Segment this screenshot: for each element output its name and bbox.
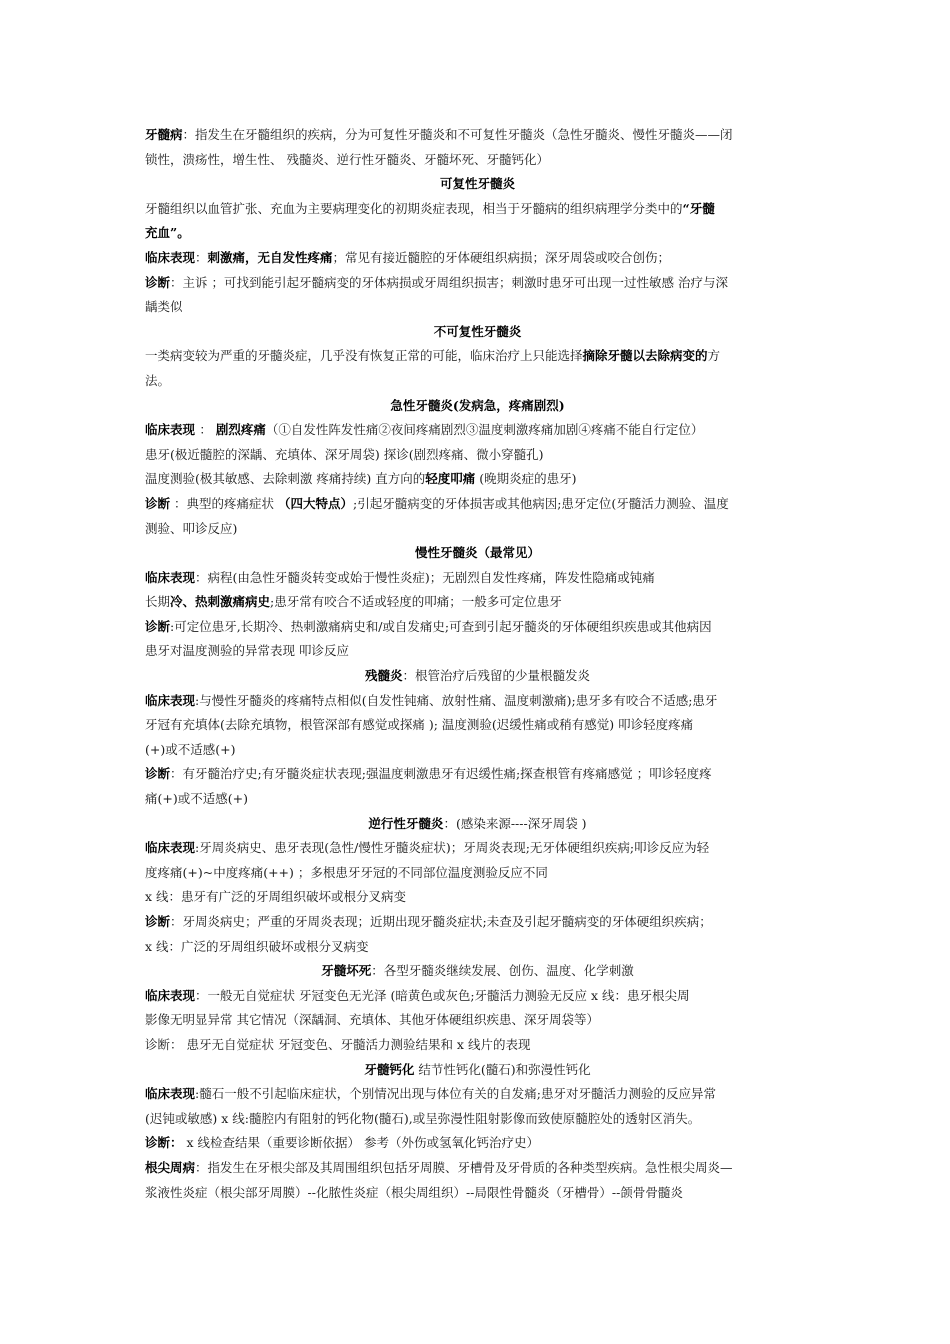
bold-text: 摘除牙髓以去除病变的 [582,348,708,364]
body-text: 度疼痛(+)~中度疼痛(++) ；多根患牙牙冠的不同部位温度测验反应不同 [145,864,548,880]
bold-text: 临床表现 [145,840,196,856]
text-line [145,344,810,369]
body-text: 温度测验(极其敏感、去除刺激 疼痛持续) 直方向的 [145,471,426,487]
text-line [145,1156,810,1181]
bold-text: 轻度叩痛 [425,471,476,487]
bold-text: 急性牙髓炎(发病急，疼痛剧烈) [390,397,565,413]
text-line [145,492,810,517]
text-line [145,1033,810,1058]
bold-text: 逆行性牙髓炎 [368,815,444,831]
section-heading [145,172,810,197]
body-text: 龋类似 [145,299,183,315]
bold-text: 可复性牙髓炎 [439,176,515,192]
section-heading [145,394,810,419]
body-text: 牙髓组织以血管扩张、充血为主要病理变化的初期炎症表现，相当于牙髓病的组织病理学分类中的 [145,200,683,216]
body-text: :与慢性牙髓炎的疼痛特点相似(自发性钝痛、放射性痛、温度刺激痛);患牙多有咬合不适感;患牙 [195,692,718,708]
text-line [145,517,810,542]
text-line [145,935,810,960]
bold-text: 临床表现 [145,569,196,585]
body-text: 一类病变较为严重的牙髓炎症，几乎没有恢复正常的可能，临床治疗上只能选择 [145,348,583,364]
body-text: （①自发性阵发性痛②夜间疼痛剧烈③温度刺激疼痛加剧④疼痛不能自行定位） [265,422,704,438]
body-text: 牙冠有充填体(去除充填物，根管深部有感觉或探痛 ); 温度测验(迟缓性痛或稍有感觉) 叩诊轻度疼痛 [145,717,694,733]
body-text: ：指发生在牙髓组织的疾病，分为可复性牙髓炎和不可复性牙髓炎（急性牙髓炎、慢性牙髓炎——闭 [182,127,733,142]
bold-text: 慢性牙髓炎（最常见） [414,545,540,561]
text-line [145,885,810,910]
text-line [145,1181,810,1206]
body-text: ;患牙常有咬合不适或轻度的叩痛；一般多可定位患牙 [270,594,562,610]
text-line [145,1082,810,1107]
text-line [145,221,810,246]
body-text: 患牙对温度测验的异常表现 叩诊反应 [145,643,349,659]
bold-text: 诊断： [145,1135,183,1151]
body-text: ；常见有接近髓腔的牙体硬组织病损；深牙周袋或咬合创伤； [332,249,671,265]
bold-text: 诊断 [145,766,171,782]
section-heading [145,320,810,345]
text-line [145,713,810,738]
section-heading [145,959,810,984]
text-line [145,123,810,148]
text-line [145,271,810,296]
text-line [145,566,810,591]
body-text: 痛(+)或不适感(+) [145,791,248,807]
body-text: ：根管治疗后残留的少量根髓发炎 [402,668,591,684]
bold-text: 不可复性牙髓炎 [433,323,522,339]
body-text: :牙周炎病史、患牙表现(急性/慢性牙髓炎症状)；牙周炎表现;无牙体硬组织疾病;叩诊反应为轻 [195,840,710,856]
section-heading [145,812,810,837]
text-line [145,910,810,935]
body-text: (+)或不适感(+) [145,741,236,757]
text-line [145,639,810,664]
body-text: ：(感染来源----深牙周袋 ) [443,815,587,831]
text-line [145,467,810,492]
body-text: 患牙(极近髓腔的深龋、充填体、深牙周袋) 探诊(剧烈疼痛、微小穿髓孔) [145,446,544,462]
body-text: x 线检查结果（重要诊断依据） 参考（外伤或氢氧化钙治疗史） [182,1135,539,1151]
body-text: ：一般无自觉症状 牙冠变色无光泽 (暗黄色或灰色;牙髓活力测验无反应 x 线：患牙根尖周 [195,987,690,1003]
bold-text: 诊断 [145,495,171,511]
section-heading [145,664,810,689]
document-page [145,123,810,1205]
text-line [145,369,810,394]
text-line [145,590,810,615]
body-text: :可定位患牙,长期冷、热刺激痛病史和/或自发痛史;可查到引起牙髓炎的牙体硬组织疾患或其他病因 [170,618,712,634]
text-line [145,148,810,173]
body-text: ： [199,422,216,438]
text-line [145,762,810,787]
bold-text: 诊断 [145,618,171,634]
body-text: (迟钝或敏感) x 线:髓腔内有阻射的钙化物(髓石),或呈弥漫性阻射影像而致使原髓腔处的透射区消失。 [145,1110,701,1126]
text-line [145,418,810,443]
bold-text: 残髓炎 [364,668,403,684]
body-text: 浆液性炎症（根尖部牙周膜）--化脓性炎症（根尖周组织）--局限性骨髓炎（牙槽骨）--颌骨骨髓炎 [145,1184,683,1200]
body-text: 锁性，溃疡性，增生性、 残髓炎、逆行性牙髓炎、牙髓坏死、牙髓钙化） [145,151,549,167]
body-text: 长期 [145,594,171,610]
bold-text: 临床表现 [145,249,196,265]
bold-text: 临床表现 [145,987,196,1003]
bold-text: （四大特点） [277,495,353,511]
body-text: (晚期炎症的患牙) [475,471,577,487]
text-line [145,615,810,640]
bold-text: 牙髓病 [145,127,183,142]
body-text: x 线：广泛的牙周组织破坏或根分叉病变 [145,938,369,954]
bold-text: 临床表现 [145,1086,196,1102]
bold-text: 充血”。 [145,225,190,241]
body-text: ：指发生在牙根尖部及其周围组织包括牙周膜、牙槽骨及牙骨质的各种类型疾病。急性根尖周炎— [195,1159,733,1175]
body-text: ：主诉 ；可找到能引起牙髓病变的牙体病损或牙周组织损害；刺激时患牙可出现一过性敏感 治疗与深 [170,274,728,290]
body-text: ：有牙髓治疗史;有牙髓炎症状表现;强温度刺激患牙有迟缓性痛;探查根管有疼痛感觉 ；叩诊轻度疼 [170,766,712,782]
text-line [145,689,810,714]
section-heading [145,1058,810,1083]
bold-text: 临床表现 [145,692,196,708]
text-line [145,738,810,763]
text-line [145,295,810,320]
bold-text: 冷、热刺激痛病史 [170,594,271,610]
text-line [145,246,810,271]
body-text: 法。 [145,372,171,388]
bold-text: “牙髓 [682,200,715,216]
body-text: ：典型的疼痛症状 [170,495,278,511]
text-line [145,787,810,812]
body-text: :髓石一般不引起临床症状，个别情况出现与体位有关的自发痛;患牙对牙髓活力测验的反应异常 [195,1086,716,1102]
bold-text: 牙髓钙化 [364,1061,415,1077]
bold-text: 诊断 [145,274,171,290]
text-line [145,836,810,861]
section-heading [145,541,810,566]
text-line [145,197,810,222]
text-line [145,443,810,468]
bold-text: 剧烈疼痛 [215,422,266,438]
bold-text: 根尖周病 [145,1159,196,1175]
bold-text: 临床表现 [145,422,200,438]
text-line [145,1008,810,1033]
body-text: 测验、叩诊反应) [145,520,238,536]
text-line [145,861,810,886]
bold-text: 刺激痛，无自发性疼痛 [207,249,333,265]
body-text: 方 [707,348,721,364]
body-text: ;引起牙髓病变的牙体损害或其他病因;患牙定位(牙髓活力测验、温度 [352,495,729,511]
text-line [145,1131,810,1156]
body-text: x 线：患牙有广泛的牙周组织破坏或根分叉病变 [145,889,407,905]
bold-text: 牙髓坏死 [321,963,372,979]
body-text: 诊断： 患牙无自觉症状 牙冠变色、牙髓活力测验结果和 x 线片的表现 [145,1036,531,1052]
text-line [145,984,810,1009]
bold-text: 诊断 [145,914,171,929]
body-text: 影像无明显异常 其它情况（深龋洞、充填体、其他牙体硬组织疾患、深牙周袋等） [145,1012,599,1028]
body-text: ：病程(由急性牙髓炎转变或始于慢性炎症)；无剧烈自发性疼痛，阵发性隐痛或钝痛 [195,569,655,585]
body-text: ：牙周炎病史；严重的牙周炎表现；近期出现牙髓炎症状;未查及引起牙髓病变的牙体硬组织疾病； [170,914,712,929]
text-line [145,1107,810,1132]
body-text: 结节性钙化(髓石)和弥漫性钙化 [414,1061,591,1077]
body-text: ：各型牙髓炎继续发展、创伤、温度、化学刺激 [371,963,634,979]
body-text: ： [195,249,208,265]
